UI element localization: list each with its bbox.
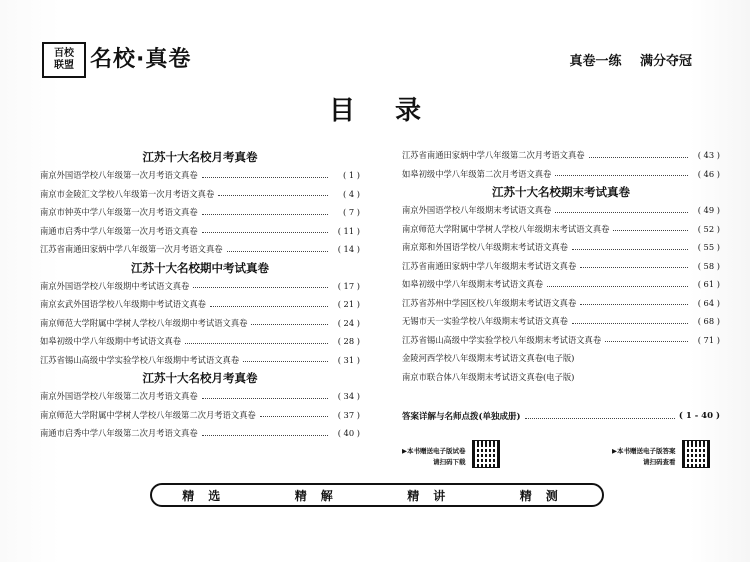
entry-title: 无锡市天一实验学校八年级期末考试语文真卷 bbox=[402, 316, 568, 327]
answer-page: ( 1 - 40 ) bbox=[678, 411, 720, 421]
toc-entry[interactable] bbox=[402, 257, 720, 276]
section-title: 江苏十大名校月考真卷 bbox=[142, 371, 258, 385]
toc-entry[interactable] bbox=[40, 295, 360, 314]
toc-entry[interactable] bbox=[40, 332, 360, 351]
entry-title: 南京师范大学附属中学树人学校八年级期末考试语文真卷 bbox=[402, 223, 610, 234]
toc-entry[interactable] bbox=[40, 222, 360, 241]
entry-title: 江苏省苏州中学园区校八年级期末考试语文真卷 bbox=[402, 297, 577, 308]
toc-entry[interactable] bbox=[402, 349, 720, 368]
leader-dots bbox=[185, 343, 328, 344]
toc-entry[interactable] bbox=[402, 146, 720, 165]
qr-answer-line-1: ▶本书赠送电子版答案 bbox=[612, 447, 676, 455]
answer-title: 答案详解与名师点拨(单独成册) bbox=[402, 412, 521, 422]
entry-title: 南京郑和外国语学校八年级期末考试语文真卷 bbox=[402, 242, 568, 253]
qr-answer-line-2: 请扫码查看 bbox=[643, 458, 676, 466]
answer-entry[interactable] bbox=[402, 410, 720, 422]
leader-dots bbox=[572, 249, 688, 250]
slogan-1: 精选 bbox=[182, 488, 235, 503]
entry-page: ( 7 ) bbox=[342, 207, 360, 218]
entry-title: 如皋初级中学八年级期中考试语文真卷 bbox=[40, 336, 182, 347]
entry-title: 南京师范大学附属中学树人学校八年级期中考试语文真卷 bbox=[40, 317, 248, 328]
entry-page: ( 43 ) bbox=[697, 150, 720, 161]
entry-page: ( 14 ) bbox=[337, 244, 360, 255]
qr-code-download[interactable] bbox=[472, 440, 500, 468]
entry-title: 江苏省南通田家炳中学八年级期末考试语文真卷 bbox=[402, 260, 577, 271]
entry-page: ( 68 ) bbox=[697, 316, 720, 327]
leader-dots bbox=[547, 286, 688, 287]
leader-dots bbox=[202, 232, 328, 233]
entry-page: ( 55 ) bbox=[697, 242, 720, 253]
entry-title: 南京外国语学校八年级第一次月考语文真卷 bbox=[40, 170, 198, 181]
leader-dots bbox=[202, 214, 328, 215]
toc-entry[interactable] bbox=[402, 220, 720, 239]
leader-dots bbox=[202, 398, 328, 399]
toc-entry[interactable] bbox=[40, 166, 360, 185]
logo-line-1: 百校 bbox=[54, 48, 74, 59]
leader-dots bbox=[227, 251, 328, 252]
toc-entry[interactable] bbox=[40, 203, 360, 222]
entry-page: ( 37 ) bbox=[337, 409, 360, 420]
qr-download-line-2: 请扫码下载 bbox=[433, 458, 466, 466]
toc-entry[interactable] bbox=[40, 277, 360, 296]
toc-right-column bbox=[402, 146, 720, 386]
toc-entry[interactable] bbox=[40, 240, 360, 259]
entry-page: ( 21 ) bbox=[337, 299, 360, 310]
leader-dots bbox=[193, 287, 328, 288]
entry-title: 南京外国语学校八年级期中考试语文真卷 bbox=[40, 280, 190, 291]
entry-title: 南京市联合体八年级期末考试语文真卷(电子版) bbox=[402, 371, 575, 382]
toc-entry[interactable] bbox=[40, 406, 360, 425]
entry-title: 南京市金陵汇文学校八年级第一次月考语文真卷 bbox=[40, 188, 215, 199]
entry-title: 江苏省锡山高级中学实验学校八年级期中考试语文真卷 bbox=[40, 354, 240, 365]
logo-line-2: 联盟 bbox=[54, 60, 74, 71]
publisher-logo bbox=[42, 42, 86, 78]
entry-page: ( 11 ) bbox=[337, 225, 360, 236]
leader-dots bbox=[605, 341, 688, 342]
leader-dots bbox=[572, 323, 688, 324]
slogan-2: 精解 bbox=[294, 488, 347, 503]
toc-entry[interactable] bbox=[402, 165, 720, 184]
toc-entry[interactable] bbox=[40, 185, 360, 204]
toc-entry[interactable] bbox=[402, 312, 720, 331]
leader-dots bbox=[202, 177, 328, 178]
entry-page: ( 24 ) bbox=[337, 317, 360, 328]
entry-title: 如皋初级中学八年级期末考试语文真卷 bbox=[402, 279, 544, 290]
entry-title: 江苏省南通田家炳中学八年级第二次月考语文真卷 bbox=[402, 150, 585, 161]
entry-page: ( 40 ) bbox=[337, 428, 360, 439]
toc-entry[interactable] bbox=[40, 351, 360, 370]
entry-title: 南通市启秀中学八年级第二次月考语文真卷 bbox=[40, 428, 198, 439]
leader-dots bbox=[580, 304, 688, 305]
toc-entry[interactable] bbox=[402, 294, 720, 313]
entry-title: 江苏省南通田家炳中学八年级第一次月考语文真卷 bbox=[40, 244, 223, 255]
qr-code-answer[interactable] bbox=[682, 440, 710, 468]
tagline-2: 满分夺冠 bbox=[639, 54, 692, 69]
toc-entry[interactable] bbox=[40, 387, 360, 406]
leader-dots bbox=[260, 416, 328, 417]
header-tagline bbox=[555, 50, 692, 69]
leader-dots bbox=[210, 306, 328, 307]
qr-answer-text bbox=[612, 446, 676, 468]
entry-page: ( 4 ) bbox=[342, 188, 360, 199]
toc-entry[interactable] bbox=[402, 368, 720, 387]
qr-download-text bbox=[402, 446, 466, 468]
toc-entry[interactable] bbox=[402, 275, 720, 294]
leader-dots bbox=[243, 361, 328, 362]
leader-dots bbox=[555, 212, 688, 213]
section-title: 江苏十大名校期中考试真卷 bbox=[131, 260, 269, 275]
entry-page: ( 34 ) bbox=[337, 391, 360, 402]
section-title: 江苏十大名校月考真卷 bbox=[142, 150, 258, 164]
entry-title: 南京市钟英中学八年级第一次月考语文真卷 bbox=[40, 207, 198, 218]
leader-dots bbox=[218, 195, 328, 196]
slogan-banner bbox=[150, 483, 604, 507]
toc-title: 目录 bbox=[328, 96, 461, 126]
toc-entry[interactable] bbox=[402, 238, 720, 257]
section-title: 江苏十大名校期末考试真卷 bbox=[492, 185, 630, 199]
entry-page: ( 58 ) bbox=[697, 260, 720, 271]
entry-page: ( 49 ) bbox=[697, 205, 720, 216]
entry-title: 如皋初级中学八年级第二次月考语文真卷 bbox=[402, 168, 552, 179]
entry-page: ( 71 ) bbox=[697, 334, 720, 345]
leader-dots bbox=[202, 435, 328, 436]
leader-dots bbox=[580, 267, 688, 268]
entry-page: ( 52 ) bbox=[697, 223, 720, 234]
leader-dots bbox=[589, 157, 688, 158]
leader-dots bbox=[525, 418, 675, 419]
entry-title: 南京外国语学校八年级期末考试语文真卷 bbox=[402, 205, 552, 216]
toc-entry[interactable] bbox=[40, 424, 360, 443]
entry-page: ( 61 ) bbox=[697, 279, 720, 290]
leader-dots bbox=[613, 230, 688, 231]
slogan-3: 精讲 bbox=[407, 488, 460, 503]
entry-page: ( 64 ) bbox=[697, 297, 720, 308]
entry-page: ( 17 ) bbox=[337, 280, 360, 291]
slogan-4: 精测 bbox=[519, 488, 572, 503]
toc-entry[interactable] bbox=[40, 314, 360, 333]
entry-title: 南京玄武外国语学校八年级期中考试语文真卷 bbox=[40, 299, 206, 310]
qr-download-line-1: ▶本书赠送电子版试卷 bbox=[402, 447, 466, 455]
toc-left-column bbox=[40, 148, 360, 443]
entry-title: 南通市启秀中学八年级第一次月考语文真卷 bbox=[40, 225, 198, 236]
entry-title: 江苏省锡山高级中学实验学校八年级期末考试语文真卷 bbox=[402, 334, 602, 345]
entry-page: ( 46 ) bbox=[697, 168, 720, 179]
toc-entry[interactable] bbox=[402, 331, 720, 350]
entry-title: 南京师范大学附属中学树人学校八年级第二次月考语文真卷 bbox=[40, 409, 256, 420]
entry-title: 金陵河西学校八年级期末考试语文真卷(电子版) bbox=[402, 353, 575, 364]
toc-entry[interactable] bbox=[402, 201, 720, 220]
entry-page: ( 1 ) bbox=[342, 170, 360, 181]
series-brand: 名校·真卷 bbox=[90, 47, 192, 72]
leader-dots bbox=[555, 175, 688, 176]
leader-dots bbox=[251, 324, 328, 325]
tagline-1: 真卷一练 bbox=[569, 54, 622, 69]
entry-page: ( 28 ) bbox=[337, 336, 360, 347]
entry-title: 南京外国语学校八年级第二次月考语文真卷 bbox=[40, 391, 198, 402]
qr-download-block bbox=[402, 440, 500, 468]
entry-page: ( 31 ) bbox=[337, 354, 360, 365]
qr-answer-block bbox=[612, 440, 710, 468]
